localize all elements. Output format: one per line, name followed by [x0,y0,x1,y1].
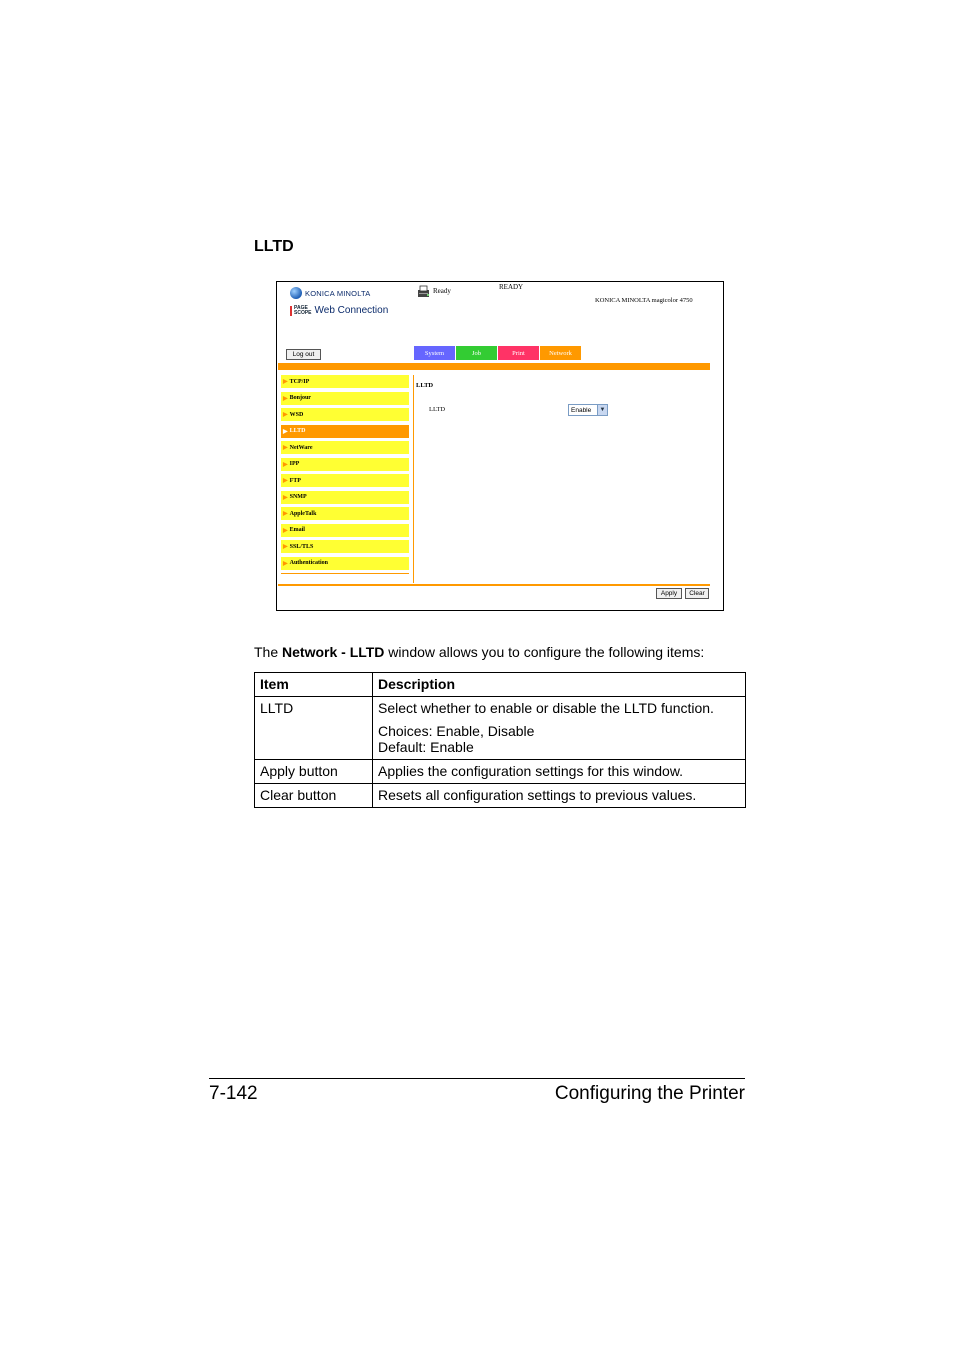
sidebar-item-ssl-tls[interactable] [281,540,409,553]
sidebar-item-label: SSL/TLS [289,543,314,550]
sidebar-item-appletalk[interactable] [281,507,409,520]
model-name: KONICA MINOLTA magicolor 4750 [595,297,693,304]
description-cell [373,784,746,808]
arrow-right-icon: ▶ [283,527,288,534]
sidebar-item-email[interactable] [281,524,409,537]
item-cell: LLTD [255,697,373,760]
sidebar-item-label: LLTD [289,428,306,434]
sidebar-item-label: Bonjour [289,395,311,401]
logout-button[interactable]: Log out [286,349,321,360]
tab-print[interactable]: Print [498,346,539,360]
arrow-right-icon: ▶ [283,395,288,402]
arrow-right-icon: ▶ [283,494,288,501]
sidebar-item-lltd[interactable] [281,425,409,438]
section-heading: LLTD [254,238,294,255]
sidebar-item-label: WSD [289,411,304,418]
sidebar-item-bonjour[interactable] [281,392,409,405]
content-title: LLTD [416,382,434,389]
chevron-down-icon[interactable]: ▼ [597,405,607,415]
tab-network[interactable]: Network [540,346,581,360]
tab-system[interactable]: System [414,346,455,360]
description-line: Default: Enable [378,739,474,755]
sidebar-underline [281,573,409,574]
table-row [255,784,746,808]
intro-prefix: The [254,644,283,660]
sidebar-item-label: AppleTalk [289,510,317,517]
table-row [255,760,746,784]
sidebar-item-label: Email [289,527,305,533]
printer-icon [416,284,432,300]
intro-suffix: window allows you to configure the following items: [384,644,705,660]
sidebar-item-wsd[interactable] [281,408,409,421]
table-row [255,697,746,760]
device-status-label: Ready [433,287,451,295]
intro-bold: Network - LLTD [282,644,385,660]
product-name: Web Connection [314,305,389,316]
item-cell: Apply button [255,760,373,784]
globe-icon [290,287,302,299]
lltd-select[interactable] [568,404,608,416]
main-tabs [414,346,581,360]
arrow-right-icon: ▶ [283,560,288,567]
web-connection-screenshot [276,281,724,611]
sidebar-item-ipp[interactable] [281,458,409,471]
sidebar-item-label: IPP [289,461,300,467]
intro-paragraph [254,644,704,660]
sidebar-item-label: Authentication [289,560,328,566]
sidebar-item-label: FTP [289,477,301,484]
clear-button[interactable]: Clear [685,588,709,599]
description-line: Select whether to enable or disable the LLTD function. [378,700,714,716]
sidebar-item-tcp-ip[interactable] [281,375,409,388]
sidebar-item-snmp[interactable] [281,491,409,504]
lltd-select-value: Enable [571,406,592,414]
tab-job[interactable]: Job [456,346,497,360]
table-header-row [255,673,746,697]
header-description: Description [373,673,746,697]
sidebar-item-netware[interactable] [281,441,409,454]
description-cell [373,760,746,784]
arrow-right-icon: ▶ [283,544,288,550]
arrow-right-icon: ▶ [283,412,288,418]
arrow-right-icon: ▶ [283,445,288,451]
footer-rule [209,1078,745,1079]
apply-button[interactable]: Apply [656,588,682,599]
arrow-right-icon: ▶ [283,428,288,435]
header-item: Item [255,673,373,697]
arrow-right-icon: ▶ [283,379,288,385]
pagescope-mark-top: PAGE [294,304,308,311]
device-status-text: READY [499,283,524,291]
network-sidebar [281,375,409,574]
description-line: Applies the configuration settings for this window. [378,763,684,779]
footer-divider [278,584,710,586]
pagescope-mark-bottom: SCOPE [294,309,312,316]
table-body [255,697,746,808]
lltd-field-label: LLTD [429,406,446,413]
arrow-right-icon: ▶ [283,478,288,484]
pagescope-mark [290,306,312,316]
chapter-title: Configuring the Printer [554,1083,745,1104]
description-cell [373,697,746,760]
konica-minolta-logo [290,287,370,299]
sidebar-item-ftp[interactable] [281,474,409,487]
sidebar-item-label: SNMP [289,494,307,500]
description-line: Resets all configuration settings to previous values. [378,787,697,803]
page-number: 7-142 [209,1083,258,1104]
sidebar-divider [413,375,414,583]
header-divider [278,363,710,370]
description-line: Choices: Enable, Disable [378,723,535,739]
item-cell: Clear button [255,784,373,808]
settings-table [254,672,746,808]
sidebar-item-label: TCP/IP [289,378,310,385]
arrow-right-icon: ▶ [283,511,288,517]
pagescope-logo [290,305,388,316]
arrow-right-icon: ▶ [283,461,288,468]
sidebar-item-authentication[interactable] [281,557,409,570]
sidebar-item-label: NetWare [289,444,313,451]
brand-name: KONICA MINOLTA [305,288,371,298]
